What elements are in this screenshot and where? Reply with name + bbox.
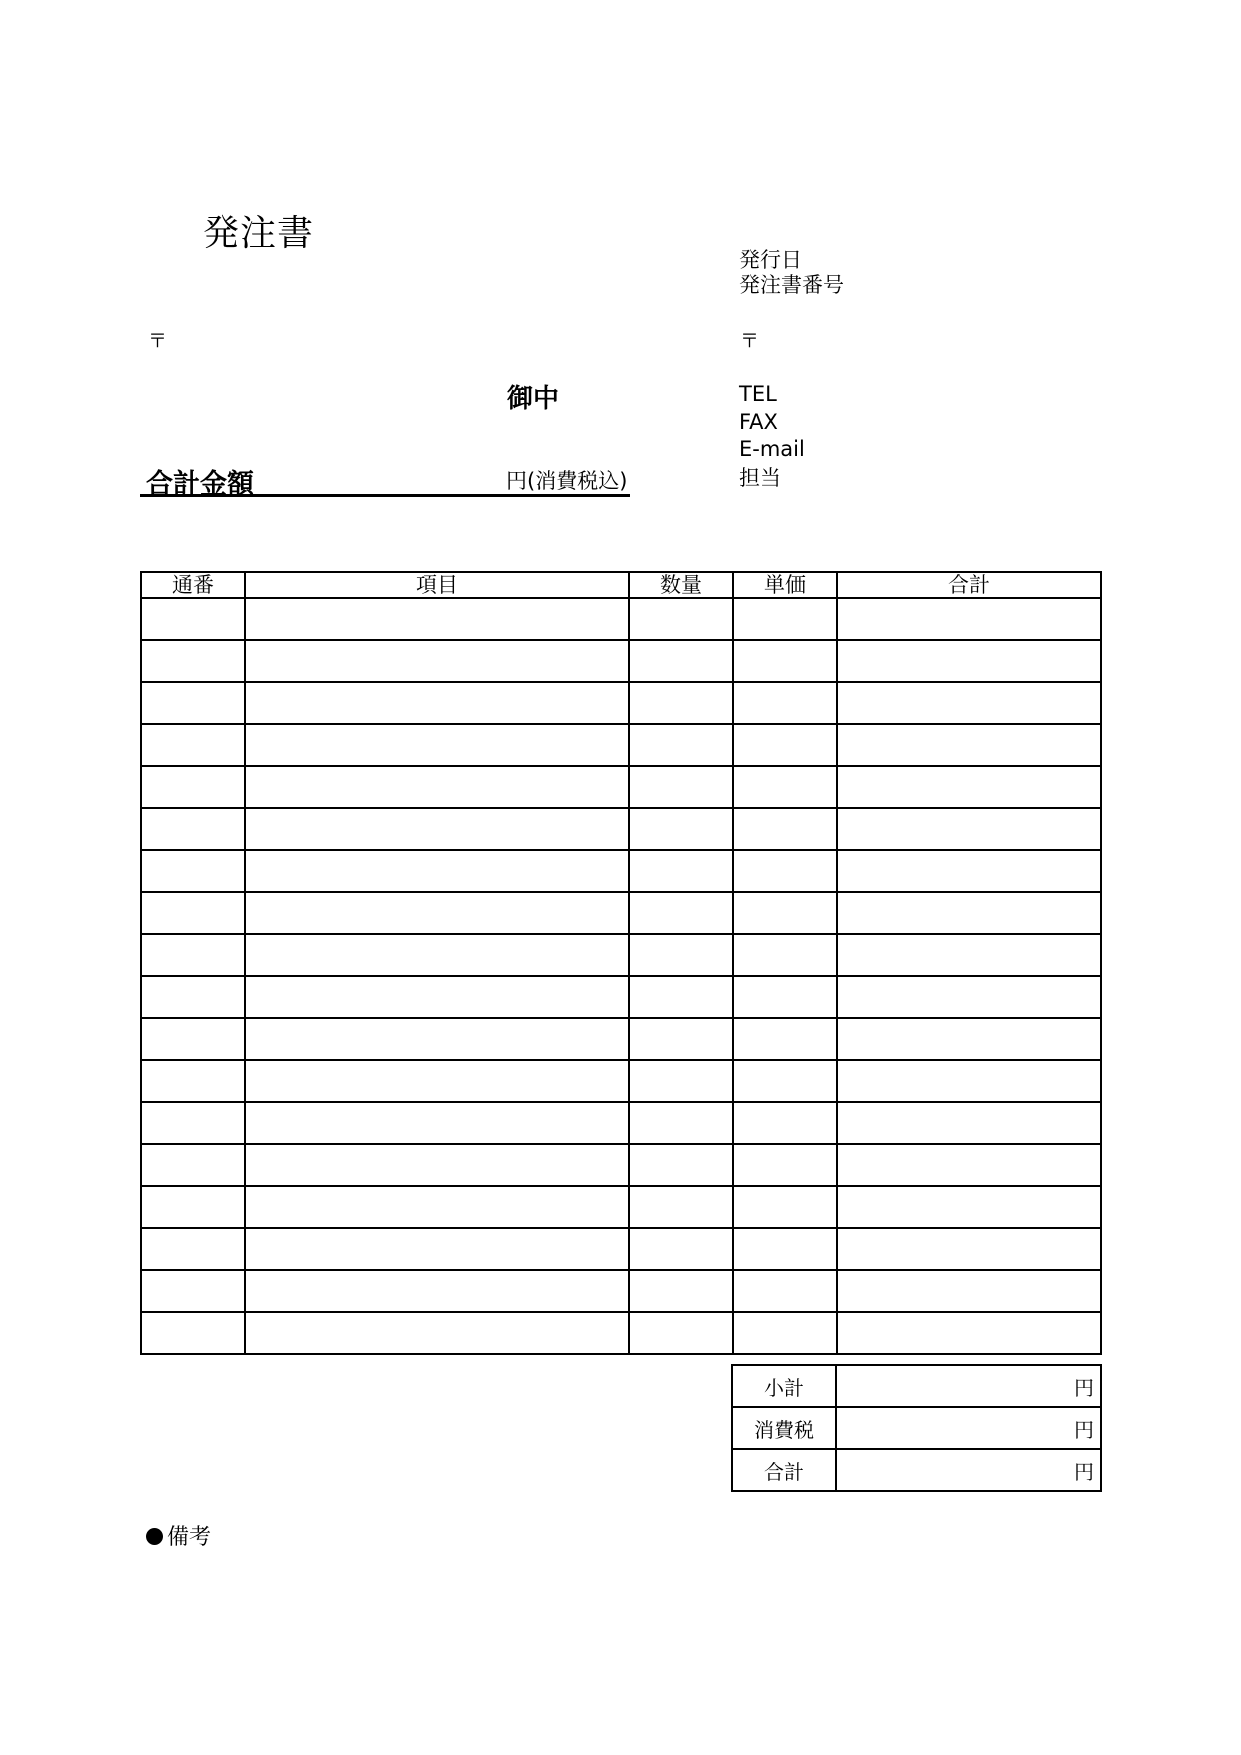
header-quantity: 数量: [629, 572, 733, 598]
table-row: [141, 976, 1101, 1018]
item-cell[interactable]: [245, 1018, 629, 1060]
item-cell[interactable]: [245, 598, 629, 640]
item-cell[interactable]: [245, 640, 629, 682]
total-cell[interactable]: [837, 892, 1101, 934]
total-amount-label: 合計金額: [146, 469, 254, 500]
quantity-cell[interactable]: [629, 724, 733, 766]
remarks-section: [146, 1520, 211, 1551]
total-cell[interactable]: [837, 724, 1101, 766]
summary-row-total: [732, 1449, 1101, 1491]
total-cell[interactable]: [837, 808, 1101, 850]
unit-price-cell[interactable]: [733, 808, 837, 850]
item-cell[interactable]: [245, 850, 629, 892]
total-cell[interactable]: [837, 934, 1101, 976]
item-cell[interactable]: [245, 1270, 629, 1312]
serial-cell[interactable]: [141, 1312, 245, 1354]
serial-cell[interactable]: [141, 766, 245, 808]
unit-price-cell[interactable]: [733, 766, 837, 808]
table-row: [141, 808, 1101, 850]
serial-cell[interactable]: [141, 850, 245, 892]
items-table: [140, 571, 1102, 1355]
serial-cell[interactable]: [141, 1144, 245, 1186]
total-cell[interactable]: [837, 598, 1101, 640]
unit-price-cell[interactable]: [733, 1228, 837, 1270]
quantity-cell[interactable]: [629, 1144, 733, 1186]
quantity-cell[interactable]: [629, 892, 733, 934]
table-row: [141, 892, 1101, 934]
table-row: [141, 1228, 1101, 1270]
serial-cell[interactable]: [141, 682, 245, 724]
unit-price-cell[interactable]: [733, 1270, 837, 1312]
quantity-cell[interactable]: [629, 598, 733, 640]
item-cell[interactable]: [245, 1102, 629, 1144]
serial-cell[interactable]: [141, 976, 245, 1018]
document-title: 発注書: [203, 213, 315, 254]
subtotal-label: 小計: [732, 1365, 836, 1407]
unit-price-cell[interactable]: [733, 1018, 837, 1060]
serial-cell[interactable]: [141, 934, 245, 976]
table-row: [141, 1312, 1101, 1354]
quantity-cell[interactable]: [629, 976, 733, 1018]
serial-cell[interactable]: [141, 1018, 245, 1060]
table-header-row: [141, 572, 1101, 598]
total-cell[interactable]: [837, 1060, 1101, 1102]
table-row: [141, 640, 1101, 682]
tel-label: TEL: [739, 382, 777, 406]
unit-price-cell[interactable]: [733, 1060, 837, 1102]
tax-label: 消費税: [732, 1407, 836, 1449]
unit-price-cell[interactable]: [733, 640, 837, 682]
table-row: [141, 934, 1101, 976]
total-amount-unit: 円(消費税込): [506, 469, 628, 493]
total-cell[interactable]: [837, 1018, 1101, 1060]
serial-cell[interactable]: [141, 1270, 245, 1312]
issue-date-label: 発行日: [739, 248, 802, 272]
serial-cell[interactable]: [141, 724, 245, 766]
table-row: [141, 1060, 1101, 1102]
quantity-cell[interactable]: [629, 640, 733, 682]
table-row: [141, 682, 1101, 724]
summary-row-tax: [732, 1407, 1101, 1449]
table-row: [141, 850, 1101, 892]
table-row: [141, 598, 1101, 640]
items-table-body: [141, 598, 1101, 1354]
table-row: [141, 1018, 1101, 1060]
email-label: E-mail: [739, 437, 805, 461]
grand-total-value[interactable]: 円: [836, 1449, 1101, 1491]
total-cell[interactable]: [837, 850, 1101, 892]
item-cell[interactable]: [245, 1312, 629, 1354]
unit-price-cell[interactable]: [733, 682, 837, 724]
item-cell[interactable]: [245, 934, 629, 976]
quantity-cell[interactable]: [629, 808, 733, 850]
total-cell[interactable]: [837, 1228, 1101, 1270]
remarks-label: 備考: [167, 1525, 212, 1550]
serial-cell[interactable]: [141, 1186, 245, 1228]
unit-price-cell[interactable]: [733, 934, 837, 976]
quantity-cell[interactable]: [629, 682, 733, 724]
unit-price-cell[interactable]: [733, 724, 837, 766]
unit-price-cell[interactable]: [733, 1312, 837, 1354]
bullet-icon: [146, 1528, 163, 1545]
unit-price-cell[interactable]: [733, 976, 837, 1018]
item-cell[interactable]: [245, 976, 629, 1018]
table-row: [141, 724, 1101, 766]
fax-label: FAX: [739, 410, 778, 434]
unit-price-cell[interactable]: [733, 1102, 837, 1144]
item-cell[interactable]: [245, 808, 629, 850]
total-cell[interactable]: [837, 766, 1101, 808]
total-cell[interactable]: [837, 1186, 1101, 1228]
item-cell[interactable]: [245, 682, 629, 724]
order-number-label: 発注書番号: [739, 273, 844, 297]
table-row: [141, 1102, 1101, 1144]
table-row: [141, 1186, 1101, 1228]
serial-cell[interactable]: [141, 892, 245, 934]
quantity-cell[interactable]: [629, 1018, 733, 1060]
item-cell[interactable]: [245, 1144, 629, 1186]
total-cell[interactable]: [837, 1270, 1101, 1312]
contact-label: 担当: [739, 466, 781, 490]
unit-price-cell[interactable]: [733, 1186, 837, 1228]
quantity-cell[interactable]: [629, 1228, 733, 1270]
serial-cell[interactable]: [141, 808, 245, 850]
item-cell[interactable]: [245, 724, 629, 766]
item-cell[interactable]: [245, 1186, 629, 1228]
serial-cell[interactable]: [141, 598, 245, 640]
serial-cell[interactable]: [141, 1102, 245, 1144]
unit-price-cell[interactable]: [733, 850, 837, 892]
sender-postal-mark: 〒: [740, 330, 760, 352]
quantity-cell[interactable]: [629, 934, 733, 976]
quantity-cell[interactable]: [629, 850, 733, 892]
quantity-cell[interactable]: [629, 766, 733, 808]
serial-cell[interactable]: [141, 1060, 245, 1102]
item-cell[interactable]: [245, 1228, 629, 1270]
summary-table: [731, 1364, 1102, 1492]
header-item: 項目: [245, 572, 629, 598]
item-cell[interactable]: [245, 766, 629, 808]
grand-total-label: 合計: [732, 1449, 836, 1491]
total-cell[interactable]: [837, 682, 1101, 724]
quantity-cell[interactable]: [629, 1270, 733, 1312]
item-cell[interactable]: [245, 1060, 629, 1102]
table-row: [141, 1270, 1101, 1312]
recipient-postal-mark: 〒: [148, 330, 168, 352]
table-row: [141, 766, 1101, 808]
unit-price-cell[interactable]: [733, 1144, 837, 1186]
unit-price-cell[interactable]: [733, 598, 837, 640]
unit-price-cell[interactable]: [733, 892, 837, 934]
quantity-cell[interactable]: [629, 1102, 733, 1144]
tax-value[interactable]: 円: [836, 1407, 1101, 1449]
item-cell[interactable]: [245, 892, 629, 934]
header-total: 合計: [837, 572, 1101, 598]
total-cell[interactable]: [837, 1144, 1101, 1186]
summary-row-subtotal: [732, 1365, 1101, 1407]
serial-cell[interactable]: [141, 640, 245, 682]
total-cell[interactable]: [837, 1102, 1101, 1144]
header-serial: 通番: [141, 572, 245, 598]
recipient-suffix: 御中: [507, 384, 560, 414]
total-cell[interactable]: [837, 1312, 1101, 1354]
quantity-cell[interactable]: [629, 1312, 733, 1354]
quantity-cell[interactable]: [629, 1186, 733, 1228]
table-row: [141, 1144, 1101, 1186]
header-unit-price: 単価: [733, 572, 837, 598]
quantity-cell[interactable]: [629, 1060, 733, 1102]
subtotal-value[interactable]: 円: [836, 1365, 1101, 1407]
total-cell[interactable]: [837, 976, 1101, 1018]
serial-cell[interactable]: [141, 1228, 245, 1270]
total-cell[interactable]: [837, 640, 1101, 682]
